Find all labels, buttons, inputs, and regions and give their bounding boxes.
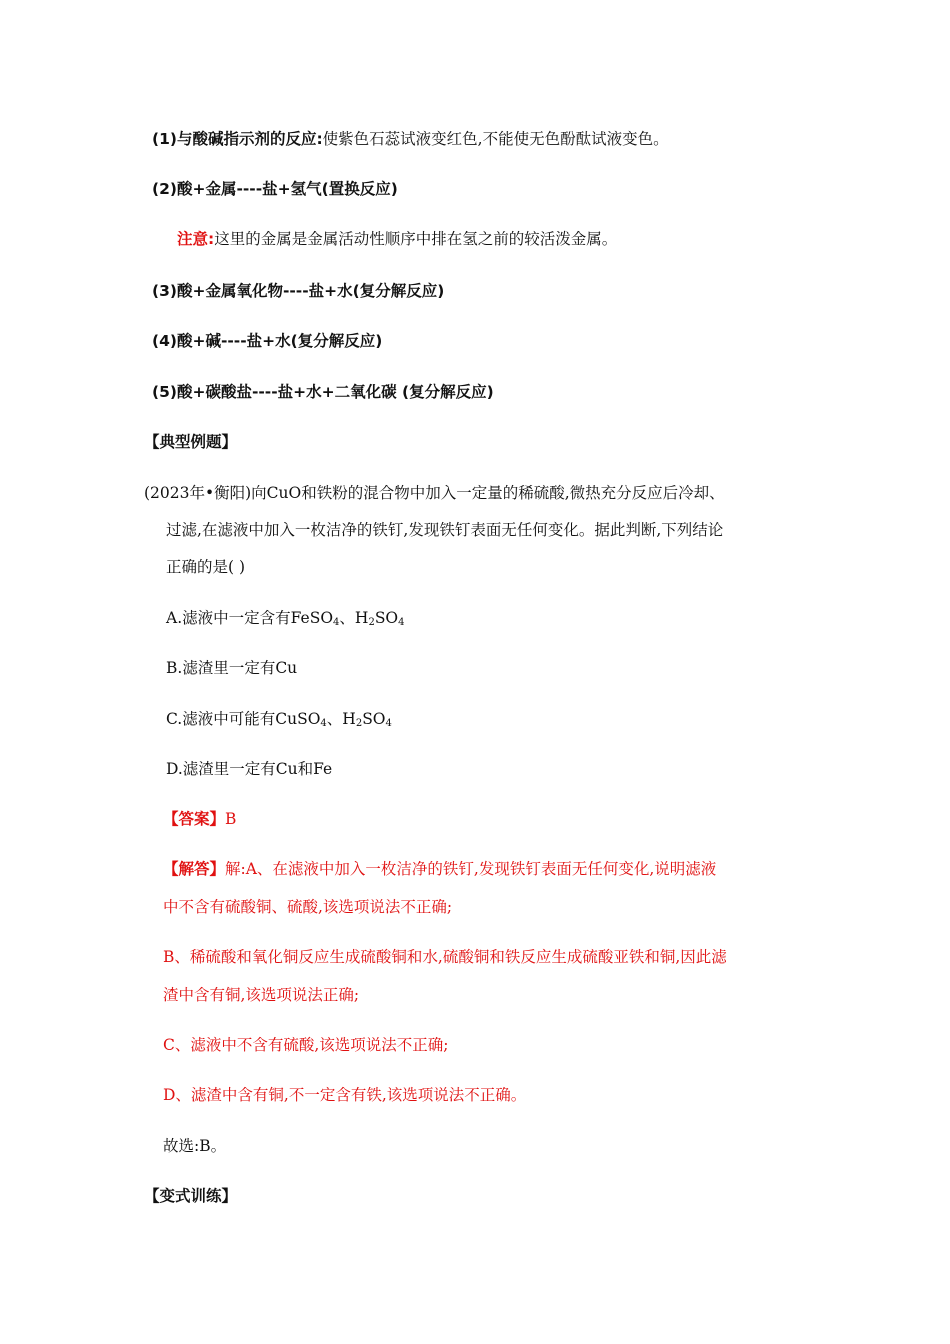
- note: [177, 228, 617, 250]
- property-3: (3)酸+金属氧化物----盐+水(复分解反应): [152, 282, 445, 300]
- note-text: 这里的金属是金属活动性顺序中排在氢之前的较活泼金属。: [214, 230, 618, 248]
- option-d: D.滤渣里一定有Cu和Fe: [166, 760, 333, 778]
- question-line-3: 正确的是( ): [166, 558, 246, 576]
- explanation-line-2: 中不含有硫酸铜、硫酸,该选项说法不正确;: [163, 898, 453, 916]
- explanation-b-line-1: B、稀硫酸和氧化铜反应生成硫酸铜和水,硫酸铜和铁反应生成硫酸亚铁和铜,因此滤: [163, 948, 727, 966]
- conclusion: 故选:B。: [163, 1137, 227, 1155]
- option-b: B.滤渣里一定有Cu: [166, 659, 298, 677]
- option-a: A.滤液中一定含有FeSO$_4$、$H_2SO_4$: [166, 609, 405, 628]
- property-4: (4)酸+碱----盐+水(复分解反应): [152, 332, 383, 350]
- question-line-1: (2023年•衡阳)向CuO和铁粉的混合物中加入一定量的稀硫酸,微热充分反应后冷却、: [144, 484, 725, 502]
- answer-value: B: [225, 810, 237, 828]
- section-example-heading: 【典型例题】: [144, 433, 238, 451]
- question-line-2: 过滤,在滤液中加入一枚洁净的铁钉,发现铁钉表面无任何变化。据此判断,下列结论: [166, 521, 724, 539]
- property-2: (2)酸+金属----盐+氢气(置换反应): [152, 180, 398, 198]
- property-1: [152, 128, 669, 150]
- property-1-text: 使紫色石蕊试液变红色,不能使无色酚酞试液变色。: [322, 130, 669, 148]
- property-1-label: (1)与酸碱指示剂的反应:: [152, 130, 323, 148]
- answer-label: 【答案】: [163, 810, 226, 828]
- explanation-d: D、滤渣中含有铜,不一定含有铁,该选项说法不正确。: [163, 1086, 527, 1104]
- note-label: 注意:: [177, 230, 215, 248]
- property-5: (5)酸+碳酸盐----盐+水+二氧化碳 (复分解反应): [152, 383, 494, 401]
- option-c: C.滤液中可能有CuSO$_4$、$H_2SO_4$: [166, 710, 392, 729]
- answer: [163, 808, 236, 830]
- explanation-line-1: 【解答】解:A、在滤液中加入一枚洁净的铁钉,发现铁钉表面无任何变化,说明滤液: [163, 860, 717, 878]
- explanation-label: 【解答】: [163, 860, 226, 878]
- section-variant-heading: 【变式训练】: [144, 1187, 238, 1205]
- explanation-c: C、滤液中不含有硫酸,该选项说法不正确;: [163, 1036, 449, 1054]
- explanation-b-line-2: 渣中含有铜,该选项说法正确;: [163, 986, 360, 1004]
